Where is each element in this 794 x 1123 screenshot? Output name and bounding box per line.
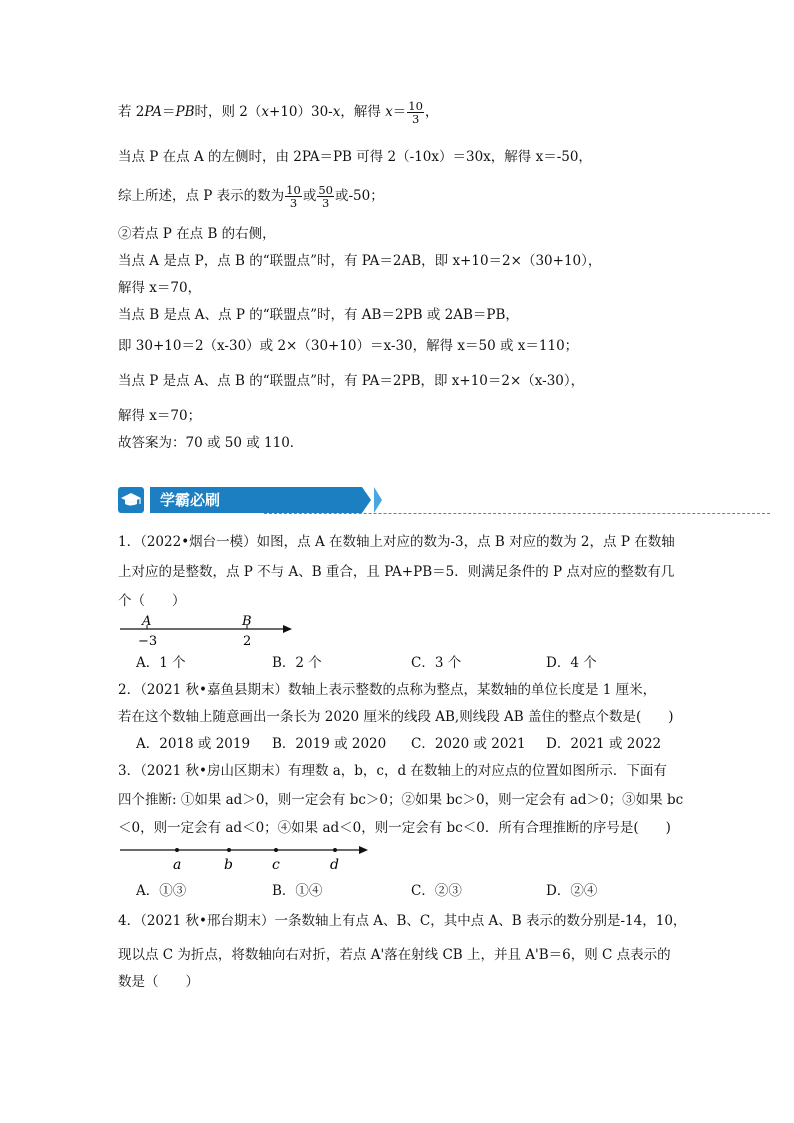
option-d[interactable]: D．②④ <box>546 883 598 899</box>
option-a[interactable]: A．①③ <box>136 883 187 899</box>
question-4-line-2: 现以点 C 为折点，将数轴向右对折，若点 A'落在射线 CB 上，并且 A'B＝6，则 C 点表示的 <box>118 947 671 963</box>
solution-line-5: 当点 A 是点 P，点 B 的“联盟点”时，有 PA＝2AB，即 x+10＝2×（30+10）， <box>118 253 602 269</box>
solution-line-4: ②若点 P 在点 B 的右侧， <box>118 226 276 242</box>
point-label-b: B <box>242 614 252 629</box>
section-title: 学霸必刷 <box>150 487 362 513</box>
question-2-line-2: 若在这个数轴上随意画出一条长为 2020 厘米的线段 AB,则线段 AB 盖住的整点个数是( ) <box>118 709 674 725</box>
question-3-line-2: 四个推断: ①如果 ad＞0，则一定会有 bc＞0；②如果 bc＞0，则一定会有 ad＞0；③如果 bc <box>118 792 684 808</box>
banner-arrow <box>374 487 382 513</box>
fraction-10-3: $\frac{10}{3}$ <box>408 99 423 126</box>
point-label-a: a <box>173 857 182 873</box>
point-b <box>227 848 231 852</box>
arrow-head-icon <box>359 846 368 854</box>
solution-line-1: 若 2PA＝PB时，则 2（x+10）30-x，解得 x＝ $\frac{10}{3}$ ， <box>118 99 439 126</box>
solution-line-3: 综上所述，点 P 表示的数为 $\frac{10}{3}$ 或 $\frac{50}{3}$ 或-50； <box>118 183 384 210</box>
section-divider <box>264 513 770 514</box>
question-4-line-3: 数是（ ） <box>118 974 199 990</box>
option-b[interactable]: B．2 个 <box>272 655 322 671</box>
point-a <box>175 848 179 852</box>
fraction-50-3: $\frac{50}{3}$ <box>318 183 333 210</box>
option-d[interactable]: D．4 个 <box>546 655 597 671</box>
option-b[interactable]: B．2019 或 2020 <box>272 736 387 752</box>
point-label-c: c <box>272 857 280 873</box>
point-d <box>333 848 337 852</box>
option-b[interactable]: B．①④ <box>272 883 323 899</box>
tick-label: 2 <box>243 634 252 648</box>
point-label-b: b <box>224 857 233 873</box>
solution-line-6: 解得 x＝70， <box>118 280 202 296</box>
solution-line-7: 当点 B 是点 A、点 P 的“联盟点”时，有 AB＝2PB 或 2AB＝PB， <box>118 307 519 323</box>
option-c[interactable]: C．3 个 <box>411 655 462 671</box>
option-a[interactable]: A．1 个 <box>136 655 186 671</box>
point-label-d: d <box>330 857 339 873</box>
solution-line-2: 当点 P 在点 A 的左侧时，由 2PA＝PB 可得 2（-10x）＝30x，解得 x＝-50， <box>118 149 592 165</box>
option-d[interactable]: D．2021 或 2022 <box>546 736 662 752</box>
graduation-cap-icon <box>118 487 144 513</box>
question-2-line-1: 2．（2021 秋•嘉鱼县期末）数轴上表示整数的点称为整点，某数轴的单位长度是 1 厘米， <box>118 682 657 698</box>
solution-line-9: 当点 P 是点 A、点 B 的“联盟点”时，有 PA＝2PB，即 x+10＝2×（x-30）， <box>118 373 585 389</box>
point-c <box>274 848 278 852</box>
question-3-line-1: 3．（2021 秋•房山区期末）有理数 a，b，c，d 在数轴上的对应点的位置如图所示．下面有 <box>118 763 667 779</box>
arrow-head-icon <box>283 625 292 633</box>
question-4-line-1: 4．（2021 秋•邢台期末）一条数轴上有点 A、B、C，其中点 A、B 表示的数分别是-14，10， <box>118 913 687 929</box>
question-1-line-3: 个（ ） <box>118 593 186 609</box>
question-1-line-1: 1．（2022•烟台一模）如图，点 A 在数轴上对应的数为-3，点 B 对应的数为 2，点 P 在数轴 <box>118 534 675 550</box>
number-line-figure-1 <box>118 612 298 648</box>
number-line-figure-3 <box>118 842 374 874</box>
solution-line-8: 即 30+10＝2（x-30）或 2×（30+10）＝x-30，解得 x＝50 或 x＝110； <box>118 338 579 354</box>
option-c[interactable]: C．②③ <box>411 883 462 899</box>
tick-label: −3 <box>138 634 158 648</box>
solution-line-10: 解得 x＝70； <box>118 408 202 424</box>
question-3-line-3: ＜0，则一定会有 ad＜0；④如果 ad＜0，则一定会有 bc＜0．所有合理推断的序号是( ) <box>118 820 671 836</box>
question-1-line-2: 上对应的是整数，点 P 不与 A、B 重合，且 PA+PB＝5．则满足条件的 P 点对应的整数有几 <box>118 564 675 580</box>
option-c[interactable]: C．2020 或 2021 <box>411 736 526 752</box>
point-label-a: A <box>142 614 152 629</box>
banner-arrow <box>362 487 371 513</box>
option-a[interactable]: A．2018 或 2019 <box>136 736 251 752</box>
fraction-10-3: $\frac{10}{3}$ <box>286 183 301 210</box>
solution-line-11: 故答案为：70 或 50 或 110． <box>118 435 304 451</box>
